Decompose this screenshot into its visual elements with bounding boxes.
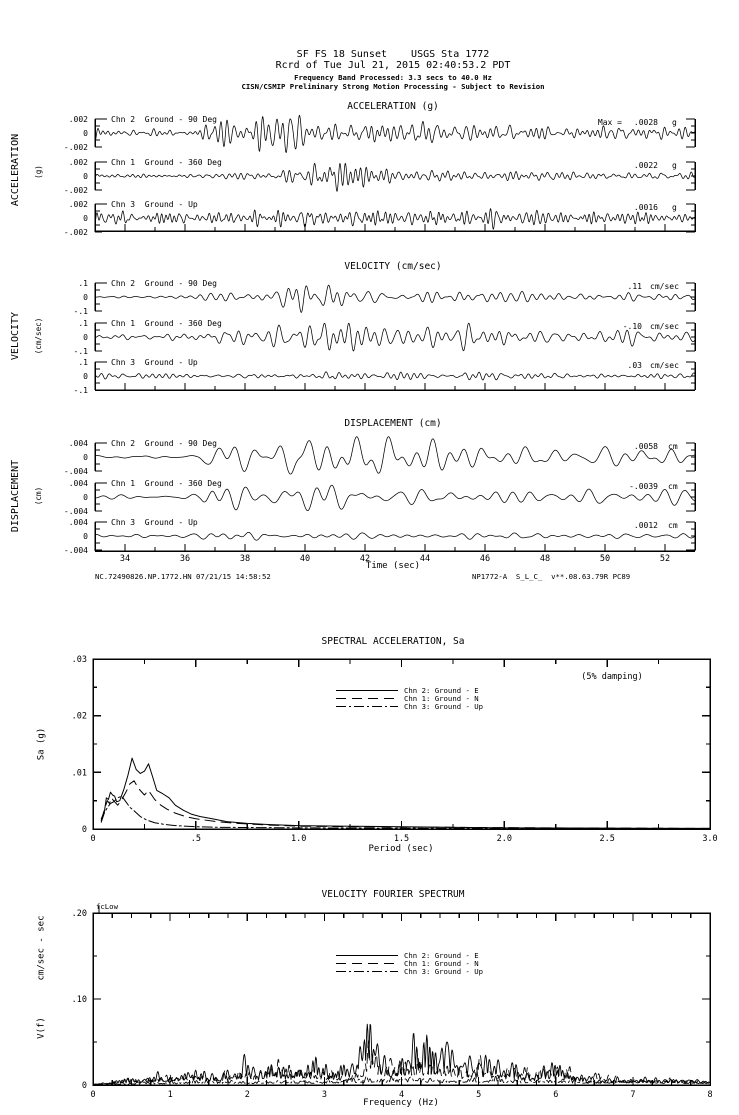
amplitude-tick-label: -.002 [63,228,88,237]
x-tick-label: 1.0 [290,834,307,844]
header-record-line: Rcrd of Tue Jul 21, 2015 02:40:53.2 PDT [275,60,511,71]
max-value: .0016 [633,203,658,212]
fourier-corner-frequency-label: fcLow [96,902,118,911]
max-unit: g [672,203,677,212]
velocity-ylabel-units: (cm/sec) [34,317,44,355]
x-tick-label: 7 [630,1090,636,1100]
max-value: .03 [627,361,642,370]
acceleration-ylabel: ACCELERATION [10,133,21,207]
time-tick-label: 50 [599,554,611,564]
channel-label: Chn 3 Ground - Up [111,518,198,527]
channel-label: Chn 2 Ground - 90 Deg [111,115,217,124]
time-tick-label: 42 [359,554,371,564]
amplitude-tick-label: 0 [83,333,88,342]
legend-label: Chn 1: Ground - N [404,694,479,703]
amplitude-tick-label: 0 [83,372,88,381]
acceleration-ylabel-units: (g) [34,165,44,179]
legend-label: Chn 1: Ground - N [404,959,479,968]
amplitude-tick-label: -.004 [63,546,88,555]
y-tick-label: .01 [71,768,87,779]
max-unit: cm [668,521,678,530]
amplitude-tick-label: 0 [83,453,88,462]
footer-record-id: NC.72490826.NP.1772.HN 07/21/15 14:58:52 [95,572,271,581]
velocity-ylabel: VELOCITY [10,311,21,361]
amplitude-tick-label: 0 [83,172,88,181]
fourier-xlabel: Frequency (Hz) [363,1098,439,1108]
footer-version: NP1772-A S_L_C_ v**.08.63.79R PC89 [472,572,631,581]
sa-ylabel: Sa (g) [36,727,47,761]
amplitude-tick-label: -.1 [73,307,88,316]
channel-label: Chn 1 Ground - 360 Deg [111,319,222,328]
legend-label: Chn 3: Ground - Up [404,967,484,976]
channel-label: Chn 3 Ground - Up [111,358,198,367]
y-tick-label: .02 [71,711,87,722]
sa-damping-annotation: (5% damping) [581,672,643,682]
time-tick-label: 36 [179,554,191,564]
x-tick-label: 0 [90,1090,96,1100]
header-station-line: SF FS 18 Sunset USGS Sta 1772 [296,49,490,60]
amplitude-tick-label: .004 [68,518,88,527]
time-tick-label: 52 [659,554,671,564]
sa-frame [93,659,710,829]
x-tick-label: 5 [476,1090,482,1100]
channel-label: Chn 1 Ground - 360 Deg [111,479,222,488]
amplitude-tick-label: 0 [83,293,88,302]
displacement-ylabel: DISPLACEMENT [10,459,21,533]
velocity-title: VELOCITY (cm/sec) [344,261,442,272]
channel-label: Chn 2 Ground - 90 Deg [111,439,217,448]
amplitude-tick-label: 0 [83,214,88,223]
max-value: .0012 [633,521,658,530]
x-tick-label: 6 [553,1090,559,1100]
legend-label: Chn 2: Ground - E [404,686,479,695]
y-tick-label: .10 [71,995,87,1005]
x-tick-label: 2 [244,1090,250,1100]
sa-series-dashdot [101,796,710,828]
fourier-frame [93,913,710,1085]
amplitude-tick-label: .002 [68,158,88,167]
time-tick-label: 44 [419,554,431,564]
y-tick-label: .03 [71,655,87,665]
x-tick-label: .5 [190,834,201,844]
x-tick-label: 4 [398,1090,405,1100]
max-unit: cm/sec [650,361,679,370]
time-tick-label: 40 [299,554,311,564]
max-unit: cm [668,442,678,451]
max-value: .0058 [633,442,658,451]
amplitude-tick-label: .1 [78,358,88,367]
channel-label: Chn 2 Ground - 90 Deg [111,279,217,288]
amplitude-tick-label: .002 [68,115,88,124]
x-tick-label: 1 [167,1090,173,1100]
fourier-ylabel-units: cm/sec - sec [36,915,47,981]
x-tick-label: 3 [321,1090,327,1100]
amplitude-tick-label: 0 [83,493,88,502]
amplitude-tick-label: 0 [83,532,88,541]
amplitude-tick-label: .1 [78,319,88,328]
waveform-trace [95,163,695,191]
header-processing-line: CISN/CSMIP Preliminary Strong Motion Processing - Subject to Revision [241,82,545,91]
x-tick-label: 2.0 [496,834,513,844]
y-tick-label: .20 [71,909,87,919]
max-value: .11 [627,282,642,291]
y-tick-label: 0 [81,825,87,835]
sa-series-dashed [101,781,710,829]
max-unit: g [672,118,677,127]
amplitude-tick-label: .1 [78,279,88,288]
amplitude-tick-label: -.002 [63,186,88,195]
x-tick-label: 3.0 [702,834,718,844]
max-value: -.0039 [629,482,658,491]
max-unit: cm/sec [650,282,679,291]
acceleration-title: ACCELERATION (g) [347,101,439,112]
displacement-title: DISPLACEMENT (cm) [344,418,442,429]
time-tick-label: 34 [119,554,131,564]
fourier-ylabel: V(f) [36,1017,47,1039]
sa-xlabel: Period (sec) [368,844,434,854]
max-value: .0028 [633,118,658,127]
waveform-trace [95,532,695,540]
legend-label: Chn 3: Ground - Up [404,702,484,711]
x-tick-label: 2.5 [599,834,615,844]
time-tick-label: 48 [539,554,551,564]
time-axis-label: Time (sec) [365,561,421,571]
amplitude-tick-label: 0 [83,129,88,138]
max-prefix: Max = [597,118,622,127]
legend-label: Chn 2: Ground - E [404,951,479,960]
amplitude-tick-label: -.004 [63,467,88,476]
channel-label: Chn 1 Ground - 360 Deg [111,158,222,167]
time-tick-label: 46 [479,554,491,564]
amplitude-tick-label: .004 [68,479,88,488]
amplitude-tick-label: -.004 [63,507,88,516]
y-tick-label: 0 [81,1081,87,1091]
amplitude-tick-label: -.002 [63,143,88,152]
amplitude-tick-label: .002 [68,200,88,209]
fourier-title: VELOCITY FOURIER SPECTRUM [321,889,465,900]
max-unit: cm [668,482,678,491]
amplitude-tick-label: -.1 [73,347,88,356]
max-unit: cm/sec [650,322,679,331]
x-tick-label: 0 [90,834,96,844]
channel-label: Chn 3 Ground - Up [111,200,198,209]
waveform-trace [95,372,695,380]
max-value: .0022 [633,161,658,170]
x-tick-label: 1.5 [393,834,410,844]
sa-title: SPECTRAL ACCELERATION, Sa [321,636,465,647]
displacement-ylabel-units: (cm) [34,486,44,506]
amplitude-tick-label: .004 [68,439,88,448]
amplitude-tick-label: -.1 [73,386,88,395]
max-unit: g [672,161,677,170]
header-band-line: Frequency Band Processed: 3.3 secs to 40.0 Hz [294,73,492,82]
x-tick-label: 8 [707,1090,713,1100]
time-tick-label: 38 [239,554,251,564]
max-value: -.10 [622,322,642,331]
